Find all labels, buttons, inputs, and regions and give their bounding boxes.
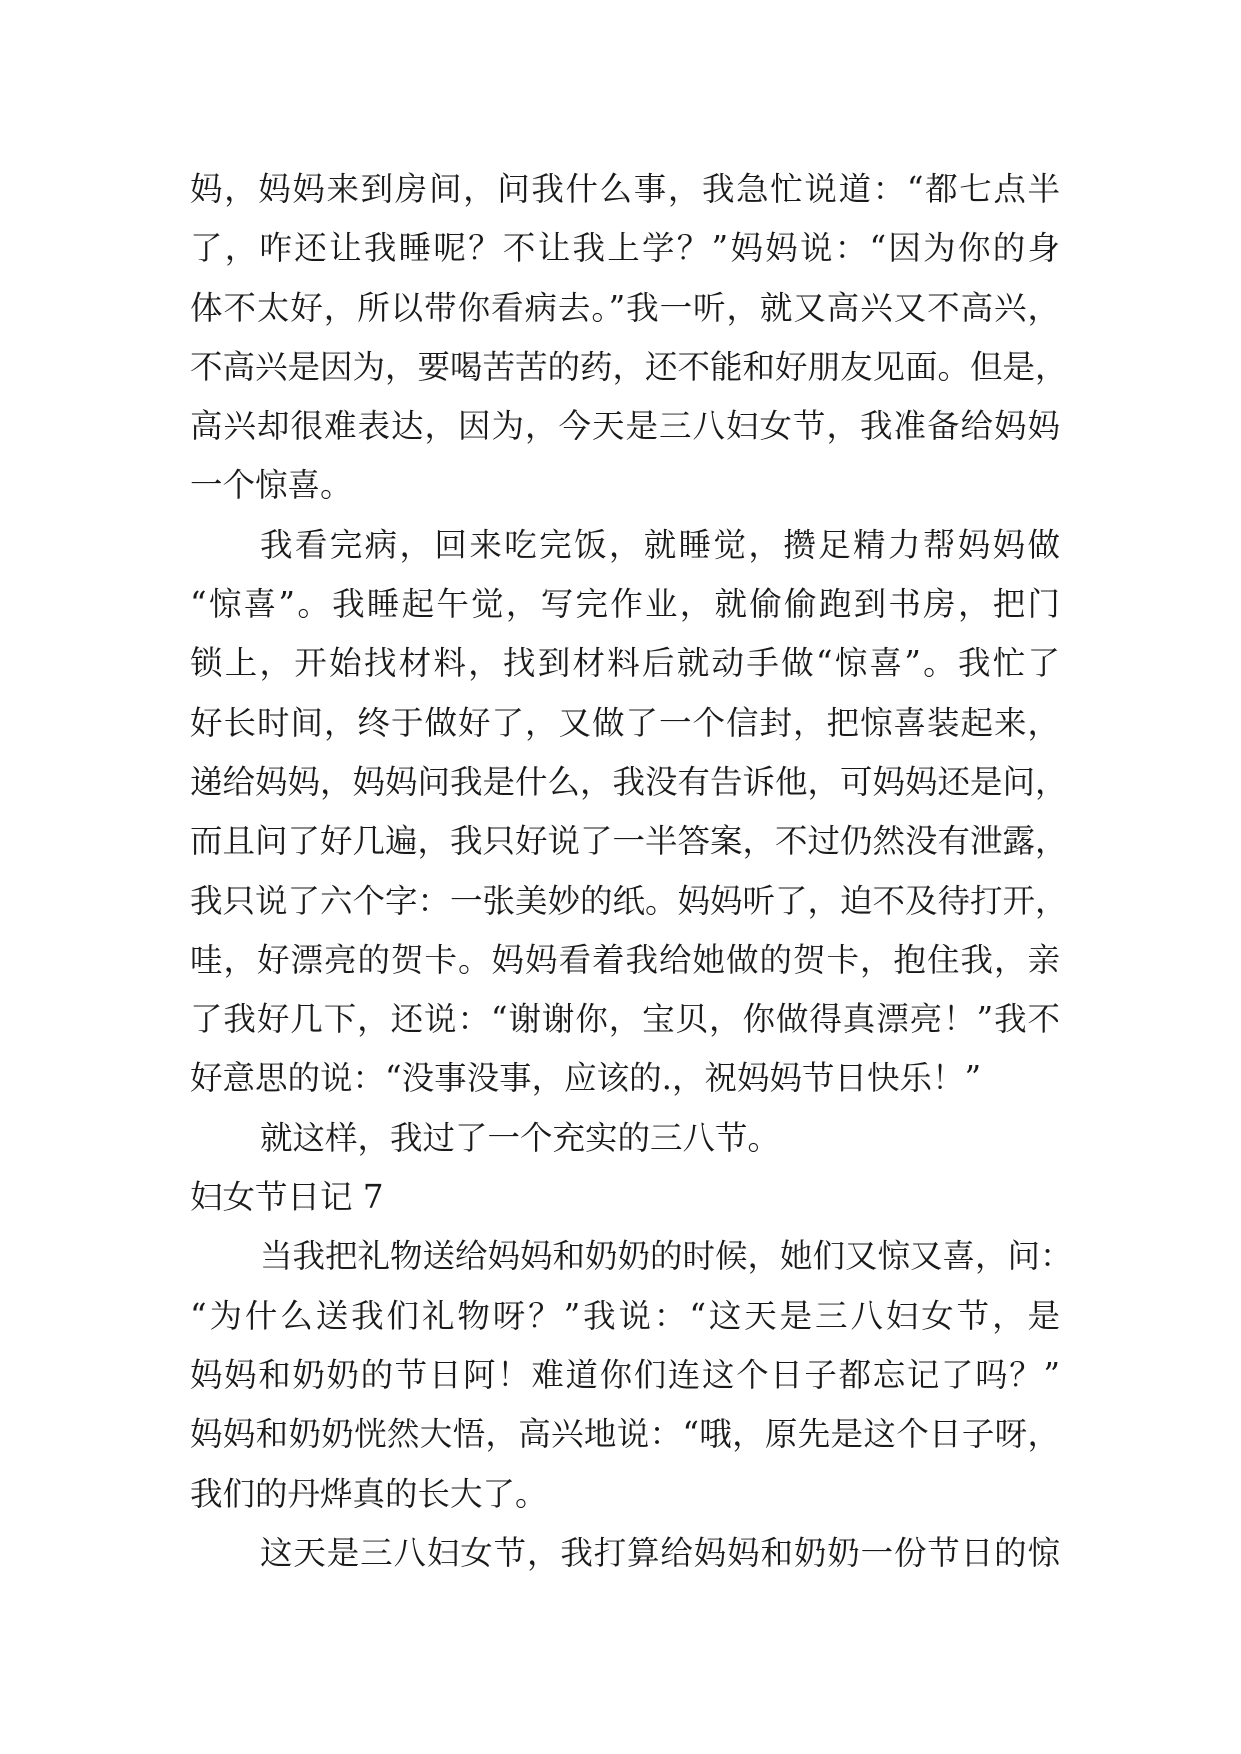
text-line: 我只说了六个字：一张美妙的纸。妈妈听了，迫不及待打开， [190, 881, 1068, 920]
paragraph-first-line: 就这样，我过了一个充实的三八节。 [260, 1118, 781, 1157]
text-line: 好长时间，终于做好了，又做了一个信封，把惊喜装起来， [190, 703, 1060, 742]
text-line: 递给妈妈，妈妈问我是什么，我没有告诉他，可妈妈还是问， [190, 762, 1068, 801]
text-line: 高兴却很难表达，因为，今天是三八妇女节，我准备给妈妈 [190, 407, 1060, 446]
text-line: “惊喜”。我睡起午觉，写完作业，就偷偷跑到书房，把门 [190, 585, 1060, 624]
text-line: 不高兴是因为，要喝苦苦的药，还不能和好朋友见面。但是， [190, 347, 1068, 386]
paragraph-first-line: 我看完病，回来吃完饭，就睡觉，攒足精力帮妈妈做 [260, 525, 1060, 564]
text-line: 了，咋还让我睡呢？不让我上学？”妈妈说：“因为你的身 [190, 229, 1060, 268]
text-line: 我们的丹烨真的长大了。 [190, 1474, 548, 1513]
text-line: 好意思的说：“没事没事，应该的.，祝妈妈节日快乐！” [190, 1059, 982, 1098]
text-line: 妈妈和奶奶恍然大悟，高兴地说：“哦，原先是这个日子呀， [190, 1415, 1060, 1454]
section-heading: 妇女节日记 7 [190, 1178, 384, 1217]
text-line: 锁上，开始找材料，找到材料后就动手做“惊喜”。我忙了 [190, 644, 1060, 683]
paragraph-first-line: 当我把礼物送给妈妈和奶奶的时候，她们又惊又喜，问： [260, 1237, 1073, 1276]
text-line: 体不太好，所以带你看病去。”我一听，就又高兴又不高兴， [190, 288, 1060, 327]
text-line: 哇，好漂亮的贺卡。妈妈看着我给她做的贺卡，抱住我，亲 [190, 940, 1060, 979]
paragraph-first-line: 这天是三八妇女节，我打算给妈妈和奶奶一份节日的惊 [260, 1533, 1060, 1572]
text-line: 一个惊喜。 [190, 466, 353, 505]
document-body [190, 160, 1073, 1583]
text-line: 了我好几下，还说：“谢谢你，宝贝，你做得真漂亮！”我不 [190, 1000, 1060, 1039]
text-line: 而且问了好几遍，我只好说了一半答案，不过仍然没有泄露， [190, 822, 1068, 861]
text-line: “为什么送我们礼物呀？”我说：“这天是三八妇女节，是 [190, 1296, 1060, 1335]
text-line: 妈妈和奶奶的节日阿！难道你们连这个日子都忘记了吗？” [190, 1355, 1060, 1394]
text-line: 妈，妈妈来到房间，问我什么事，我急忙说道：“都七点半 [190, 170, 1060, 208]
